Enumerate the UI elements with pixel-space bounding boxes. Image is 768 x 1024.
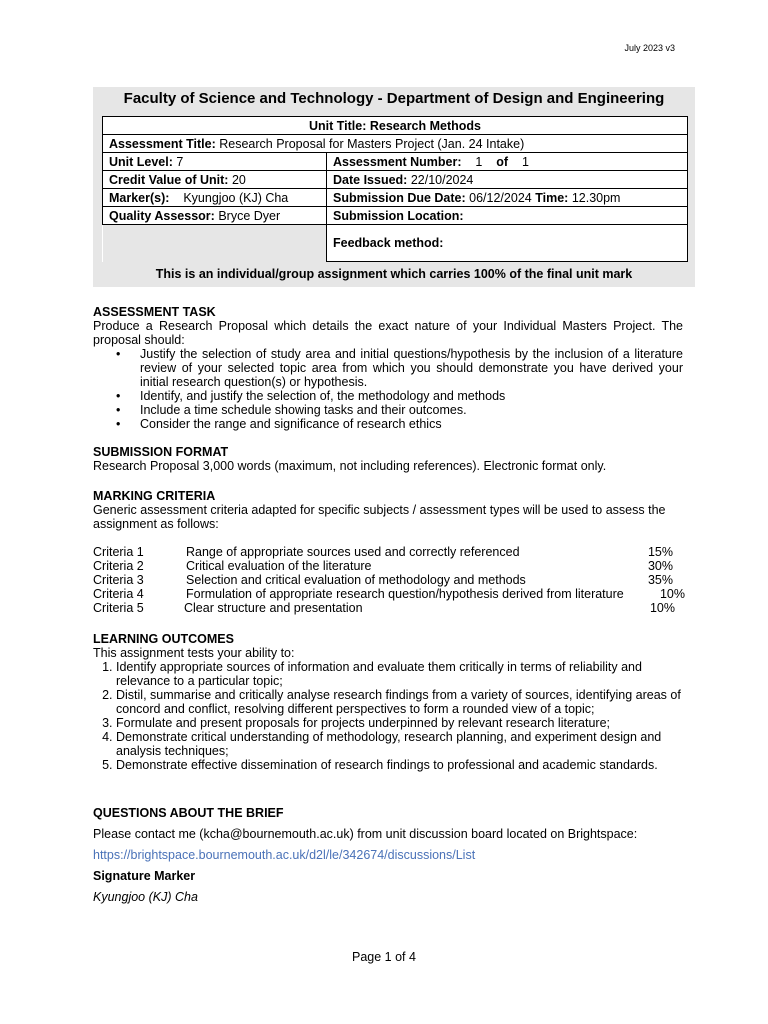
header-box bbox=[93, 87, 695, 287]
criteria-weight: 15% bbox=[647, 545, 673, 559]
feedback-method-cell bbox=[327, 225, 688, 262]
assessment-number-label: Assessment Number: bbox=[333, 154, 462, 169]
date-issued-label: Date Issued: bbox=[333, 172, 408, 187]
criteria-description: Critical evaluation of the literature bbox=[186, 559, 372, 573]
quality-assessor-label: Quality Assessor: bbox=[109, 208, 215, 223]
list-item: • Include a time schedule showing tasks and their outcomes. bbox=[140, 403, 683, 417]
criteria-row bbox=[93, 573, 683, 587]
assessment-task-intro: Produce a Research Proposal which details the exact nature of your Individual Masters Project. The proposal should: bbox=[93, 319, 683, 347]
feedback-method-label: Feedback method: bbox=[333, 236, 444, 250]
assessment-title-label: Assessment Title: bbox=[109, 136, 216, 151]
assessment-number-total: 1 bbox=[522, 154, 529, 169]
quality-assessor-value: Bryce Dyer bbox=[218, 208, 281, 223]
time-value: 12.30pm bbox=[571, 190, 621, 205]
learning-outcomes-intro: This assignment tests your ability to: bbox=[93, 646, 295, 660]
marking-criteria-section bbox=[93, 489, 683, 615]
criteria-weight: 30% bbox=[647, 559, 673, 573]
submission-due-label: Submission Due Date: bbox=[333, 190, 466, 205]
assessment-title-cell bbox=[103, 135, 688, 153]
markers-label: Marker(s): bbox=[109, 190, 170, 205]
of-label: of bbox=[496, 154, 509, 169]
learning-outcomes-heading: LEARNING OUTCOMES bbox=[93, 632, 234, 646]
task-list bbox=[93, 347, 683, 431]
signature-label: Signature Marker bbox=[93, 869, 196, 883]
criteria-name: Criteria 3 bbox=[93, 573, 144, 587]
criteria-name: Criteria 1 bbox=[93, 545, 144, 559]
assessment-number-cell bbox=[327, 153, 688, 171]
criteria-weight: 10% bbox=[649, 601, 675, 615]
criteria-row bbox=[93, 559, 683, 573]
criteria-weight: 35% bbox=[647, 573, 673, 587]
date-issued-value: 22/10/2024 bbox=[410, 172, 474, 187]
unit-level-label: Unit Level: bbox=[109, 154, 173, 169]
submission-due-value: 06/12/2024 bbox=[469, 190, 532, 205]
unit-title-cell: Unit Title: Research Methods bbox=[103, 117, 688, 135]
questions-text: Please contact me (kcha@bournemouth.ac.uk) from unit discussion board located on Brightspace: bbox=[93, 827, 638, 841]
criteria-row bbox=[93, 545, 683, 559]
marking-criteria-heading: MARKING CRITERIA bbox=[93, 489, 216, 503]
credit-value-cell bbox=[103, 171, 327, 189]
criteria-name: Criteria 2 bbox=[93, 559, 144, 573]
discussion-board-link[interactable]: https://brightspace.bournemouth.ac.uk/d2l/le/342674/discussions/List bbox=[93, 848, 476, 862]
assessment-title-value: Research Proposal for Masters Project (Jan. 24 Intake) bbox=[219, 136, 525, 151]
submission-format-text: Research Proposal 3,000 words (maximum, not including references). Electronic format only. bbox=[93, 459, 607, 473]
signature-name: Kyungjoo (KJ) Cha bbox=[93, 890, 198, 904]
version-label: July 2023 v3 bbox=[624, 43, 675, 53]
list-item: • Identify, and justify the selection of, the methodology and methods bbox=[140, 389, 683, 403]
page-number: Page 1 of 4 bbox=[352, 950, 416, 964]
date-issued-cell bbox=[327, 171, 688, 189]
credit-value-value: 20 bbox=[231, 172, 246, 187]
unit-level-cell bbox=[103, 153, 327, 171]
outcomes-list bbox=[93, 660, 683, 772]
questions-heading: QUESTIONS ABOUT THE BRIEF bbox=[93, 806, 284, 820]
submission-location-cell bbox=[327, 207, 688, 225]
criteria-row bbox=[93, 587, 683, 601]
criteria-description: Formulation of appropriate research question/hypothesis derived from literature bbox=[186, 587, 624, 601]
list-item: 4. Demonstrate critical understanding of methodology, research planning, and experiment design and analysis techniques; bbox=[116, 730, 683, 758]
submission-location-label: Submission Location: bbox=[333, 208, 464, 223]
assessment-task-section bbox=[93, 305, 683, 431]
markers-value: Kyungjoo (KJ) Cha bbox=[183, 190, 289, 205]
questions-section bbox=[93, 806, 683, 904]
list-item: • Consider the range and significance of research ethics bbox=[140, 417, 683, 431]
markers-cell bbox=[103, 189, 327, 207]
unit-info-table bbox=[102, 116, 688, 262]
time-label: Time: bbox=[535, 190, 569, 205]
faculty-title: Faculty of Science and Technology - Department of Design and Engineering bbox=[123, 90, 665, 107]
assessment-task-heading: ASSESSMENT TASK bbox=[93, 305, 216, 319]
quality-assessor-cell bbox=[103, 207, 327, 225]
criteria-name: Criteria 5 bbox=[93, 601, 144, 615]
list-item: 1. Identify appropriate sources of information and evaluate them critically in terms of reliability and relevance to a particular topic; bbox=[116, 660, 683, 688]
list-item: • Justify the selection of study area and initial questions/hypothesis by the inclusion of a literature review of your selected topic area from which you should demonstrate you have derived your initial research question(s) or hypothesis. bbox=[140, 347, 683, 389]
blank-cell bbox=[103, 225, 327, 262]
criteria-row bbox=[93, 601, 683, 615]
assessment-number-value: 1 bbox=[475, 154, 483, 169]
learning-outcomes-section bbox=[93, 632, 683, 772]
list-item: 2. Distil, summarise and critically analyse research findings from a variety of sources, identifying areas of concord and conflict, resolving different perspectives to form a rounded view of a topic; bbox=[116, 688, 683, 716]
criteria-name: Criteria 4 bbox=[93, 587, 144, 601]
criteria-weight: 10% bbox=[659, 587, 685, 601]
assignment-note: This is an individual/group assignment which carries 100% of the final unit mark bbox=[155, 267, 633, 281]
criteria-description: Selection and critical evaluation of methodology and methods bbox=[186, 573, 526, 587]
submission-format-section bbox=[93, 445, 683, 473]
criteria-description: Range of appropriate sources used and correctly referenced bbox=[186, 545, 520, 559]
unit-level-value: 7 bbox=[176, 154, 184, 169]
credit-value-label: Credit Value of Unit: bbox=[109, 172, 229, 187]
list-item: 3. Formulate and present proposals for projects underpinned by relevant research literature; bbox=[116, 716, 683, 730]
marking-criteria-intro: Generic assessment criteria adapted for specific subjects / assessment types will be used to assess the assignment as follows: bbox=[93, 503, 666, 531]
criteria-description: Clear structure and presentation bbox=[184, 601, 363, 615]
submission-due-cell bbox=[327, 189, 688, 207]
submission-format-heading: SUBMISSION FORMAT bbox=[93, 445, 229, 459]
list-item: 5. Demonstrate effective dissemination of research findings to professional and academic standards. bbox=[116, 758, 683, 772]
